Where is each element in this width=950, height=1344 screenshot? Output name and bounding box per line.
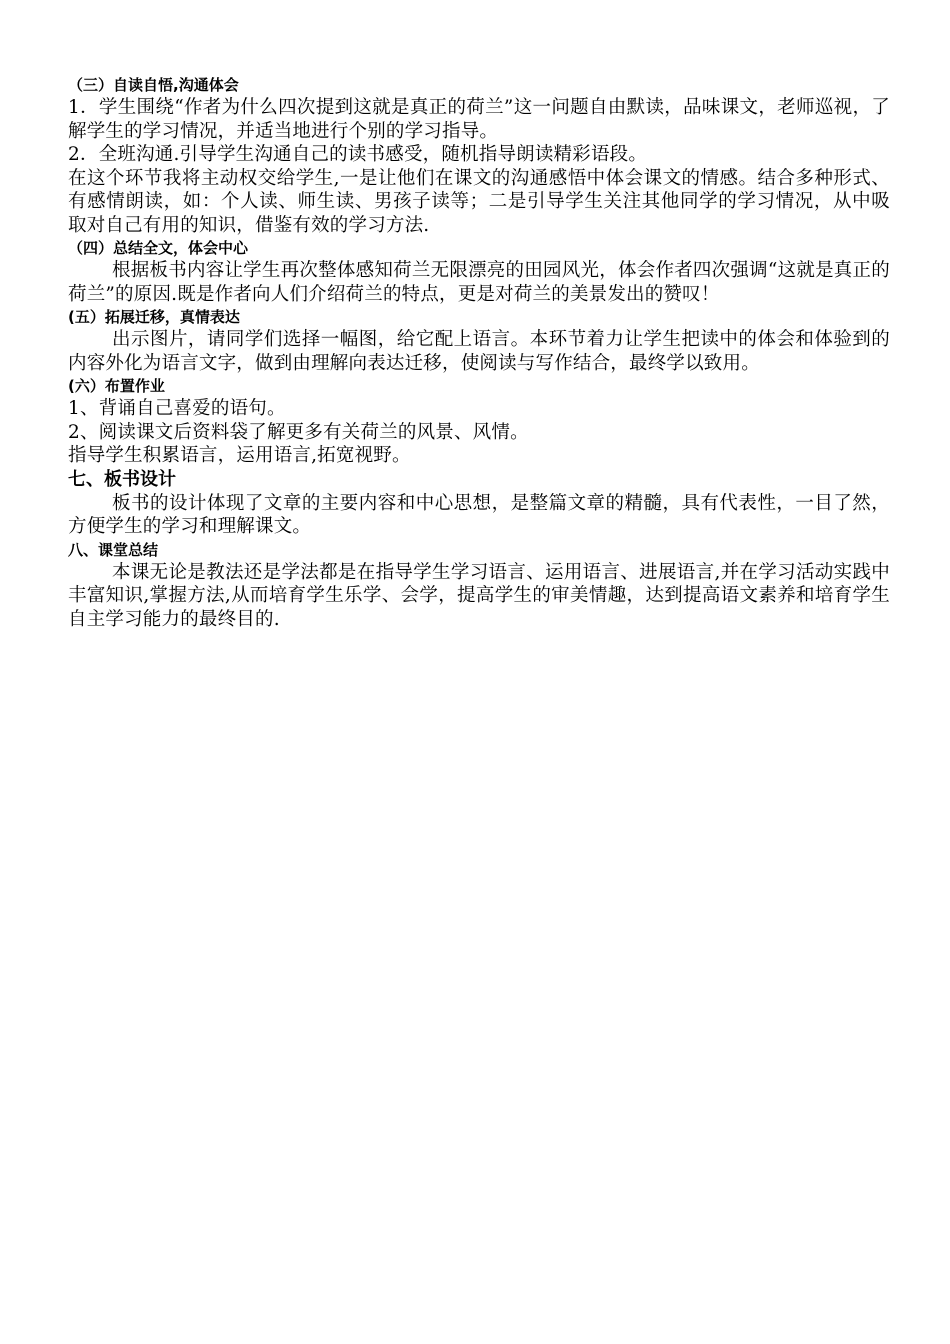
section-6-paragraph-1: 1、背诵自己喜爱的语句。 bbox=[68, 398, 286, 419]
section-7-paragraph-1: 板书的设计体现了文章的主要内容和中心思想，是整篇文章的精髓，具有代表性，一目了然，方便学生的学习和理解课文。 bbox=[68, 492, 890, 537]
section-3-paragraph-2: 2．全班沟通.引导学生沟通自己的读书感受，随机指导朗读精彩语段。 bbox=[68, 144, 648, 165]
section-6-paragraph-2: 2、阅读课文后资料袋了解更多有关荷兰的风景、风情。 bbox=[68, 421, 529, 443]
document-page bbox=[68, 74, 890, 631]
section-3-heading: （三）自读自悟,沟通体会 bbox=[68, 76, 239, 94]
section-6-heading: (六）布置作业 bbox=[68, 377, 165, 395]
section-5-heading: (五）拓展迁移，真情表达 bbox=[68, 308, 240, 326]
section-7-heading: 七、板书设计 bbox=[68, 468, 176, 490]
section-5-paragraph-1: 出示图片，请同学们选择一幅图，给它配上语言。本环节着力让学生把读中的体会和体验到的内容外化为语言文字，做到由理解向表达迁移，使阅读与写作结合，最终学以致用。 bbox=[68, 329, 890, 374]
section-4-paragraph-1: 根据板书内容让学生再次整体感知荷兰无限漂亮的田园风光，体会作者四次强调“这就是真正的荷兰”的原因.既是作者向人们介绍荷兰的特点，更是对荷兰的美景发出的赞叹！ bbox=[68, 260, 890, 305]
section-4-heading: （四）总结全文，体会中心 bbox=[68, 239, 249, 257]
section-3-paragraph-1: 1．学生围绕“作者为什么四次提到这就是真正的荷兰”这一问题自由默读，品味课文，老师巡视，了解学生的学习情况，并适当地进行个别的学习指导。 bbox=[68, 97, 890, 142]
section-8-paragraph-1: 本课无论是教法还是学法都是在指导学生学习语言、运用语言、进展语言,并在学习活动实践中丰富知识,掌握方法,从而培育学生乐学、会学，提高学生的审美情趣，达到提高语文素养和培育学生自主学习能力的最终目的. bbox=[68, 561, 890, 630]
section-3-paragraph-3: 在这个环节我将主动权交给学生,一是让他们在课文的沟通感悟中体会课文的情感。结合多种形式、有感情朗读，如：个人读、师生读、男孩子读等；二是引导学生关注其他同学的学习情况，从中吸取对自己有用的知识，借鉴有效的学习方法. bbox=[68, 167, 890, 236]
section-6-paragraph-3: 指导学生积累语言，运用语言,拓宽视野。 bbox=[68, 445, 411, 466]
section-8-heading: 八、课堂总结 bbox=[68, 540, 159, 559]
